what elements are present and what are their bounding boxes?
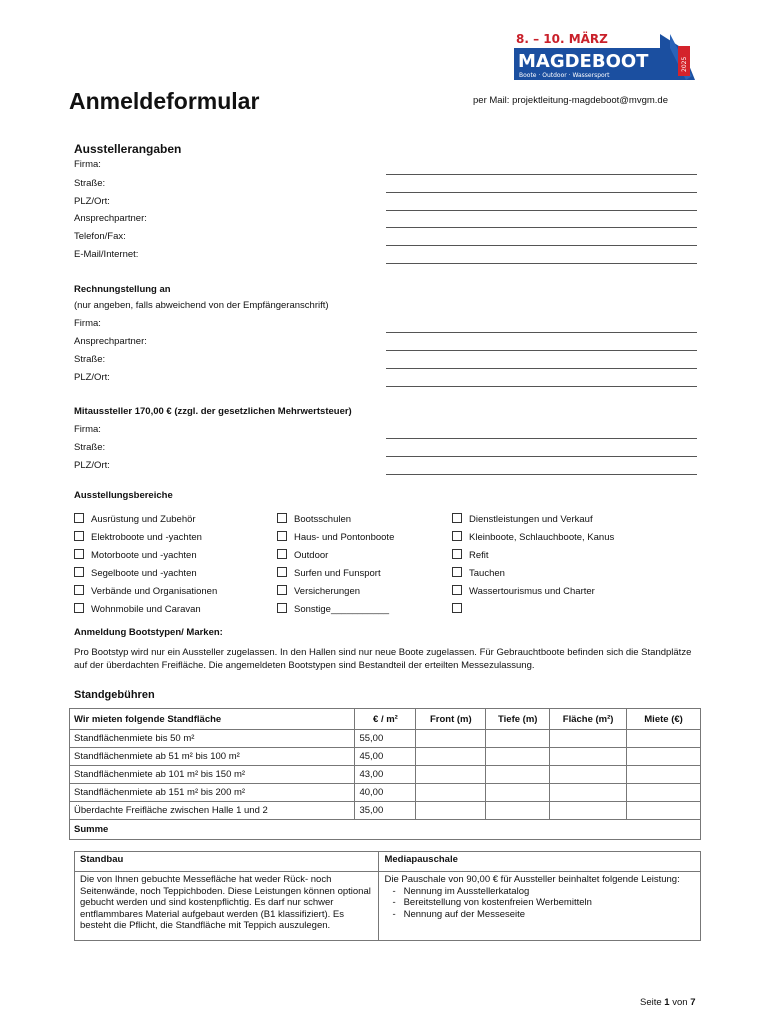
input-line-billing-strasse[interactable] — [386, 368, 697, 369]
sum-label[interactable]: Summe — [70, 820, 701, 840]
co-exhibitor-heading: Mitaussteller 170,00 € (zzgl. der gesetzlichen Mehrwertsteuer) — [74, 406, 352, 417]
rent-cell[interactable] — [627, 766, 701, 784]
input-line-co-firma[interactable] — [386, 438, 697, 439]
row-price: 45,00 — [355, 748, 416, 766]
area-option[interactable] — [452, 531, 614, 543]
page-prefix: Seite — [640, 997, 665, 1008]
field-label: Ansprechpartner: — [74, 213, 147, 224]
column-header: Miete (€) — [627, 709, 701, 730]
area-cell[interactable] — [550, 784, 627, 802]
exhibitor-heading: Ausstellerangaben — [74, 142, 182, 156]
input-line-firma[interactable] — [386, 174, 697, 175]
area-option[interactable] — [452, 513, 593, 525]
checkbox-icon[interactable] — [452, 585, 462, 595]
area-option[interactable] — [277, 567, 381, 579]
rent-cell[interactable] — [627, 784, 701, 802]
field-label: Straße: — [74, 442, 106, 453]
info-boxes — [74, 851, 701, 941]
area-option[interactable] — [74, 531, 202, 543]
field-label: Straße: — [74, 178, 106, 189]
area-option[interactable] — [452, 585, 595, 597]
field-label: Firma: — [74, 318, 101, 329]
field-label: Telefon/Fax: — [74, 231, 126, 242]
input-line-plz-ort[interactable] — [386, 210, 697, 211]
area-label: Segelboote und -yachten — [91, 568, 197, 579]
area-label: Motorboote und -yachten — [91, 550, 197, 561]
area-option[interactable] — [277, 513, 351, 525]
table-row — [70, 730, 701, 748]
table-row — [70, 784, 701, 802]
column-header: € / m² — [355, 709, 416, 730]
rent-cell[interactable] — [627, 748, 701, 766]
page-title: Anmeldeformular — [69, 88, 260, 114]
area-label: Kleinboote, Schlauchboote, Kanus — [469, 532, 615, 543]
area-label: Dienstleistungen und Verkauf — [469, 514, 593, 525]
column-header: Front (m) — [416, 709, 486, 730]
media-heading: Mediapauschale — [379, 852, 701, 872]
depth-cell[interactable] — [486, 766, 550, 784]
checkbox-icon[interactable] — [74, 567, 84, 577]
field-label: Firma: — [74, 424, 101, 435]
front-cell[interactable] — [416, 784, 486, 802]
media-box — [379, 872, 701, 941]
list-item: - Nennung auf der Messeseite — [392, 908, 526, 920]
depth-cell[interactable] — [486, 802, 550, 820]
area-option[interactable] — [74, 567, 197, 579]
checkbox-icon[interactable] — [74, 513, 84, 523]
areas-heading: Ausstellungsbereiche — [74, 490, 173, 501]
row-label: Standflächenmiete ab 51 m² bis 100 m² — [70, 748, 355, 766]
checkbox-icon[interactable] — [74, 549, 84, 559]
area-cell[interactable] — [550, 766, 627, 784]
standbau-heading: Standbau — [75, 852, 379, 872]
logo-tagline: Boote · Outdoor · Wassersport — [519, 72, 610, 79]
list-item: - Bereitstellung von kostenfreien Werbemitteln — [392, 897, 592, 908]
area-option[interactable] — [452, 567, 505, 579]
table-row — [70, 802, 701, 820]
input-line-billing-ansprechpartner[interactable] — [386, 350, 697, 351]
checkbox-icon[interactable] — [277, 513, 287, 523]
checkbox-icon[interactable] — [74, 531, 84, 541]
column-header: Tiefe (m) — [486, 709, 550, 730]
depth-cell[interactable] — [486, 748, 550, 766]
checkbox-icon[interactable] — [74, 585, 84, 595]
media-text: Die Pauschale von 90,00 € für Aussteller beinhaltet folgende Leistung: — [384, 874, 680, 885]
billing-heading: Rechnungstellung an — [74, 284, 171, 295]
front-cell[interactable] — [416, 766, 486, 784]
input-line-telefon[interactable] — [386, 245, 697, 246]
area-option[interactable] — [277, 585, 360, 597]
sum-row — [70, 820, 701, 840]
mail-info: per Mail: projektleitung-magdeboot@mvgm.de — [473, 95, 668, 106]
area-option[interactable] — [74, 603, 201, 615]
field-label: Ansprechpartner: — [74, 336, 147, 347]
area-label: Tauchen — [469, 568, 505, 579]
row-price: 35,00 — [355, 802, 416, 820]
area-label: Versicherungen — [294, 586, 361, 597]
field-label: PLZ/Ort: — [74, 372, 110, 383]
logo-graphic — [510, 28, 695, 90]
area-label: Elektroboote und -yachten — [91, 532, 202, 543]
area-option[interactable] — [452, 603, 469, 615]
area-label: Outdoor — [294, 550, 329, 561]
boat-types-text: Pro Bootstyp wird nur ein Aussteller zugelassen. In den Hallen sind nur neue Boote zugelassen. Für Gebrauchtboote befinden sich die Standplätze auf der überdachten Freifläche. Die angemeldeten Bootstypen sind Bestandteil der erteilten Messezulassung. — [74, 647, 692, 671]
area-option[interactable] — [277, 603, 389, 615]
checkbox-icon[interactable] — [277, 603, 287, 613]
page-total: 7 — [690, 997, 696, 1008]
area-label: Bootsschulen — [294, 514, 352, 525]
input-line-strasse[interactable] — [386, 192, 697, 193]
fees-heading: Standgebühren — [74, 689, 155, 701]
depth-cell[interactable] — [486, 730, 550, 748]
checkbox-icon[interactable] — [74, 603, 84, 613]
checkbox-icon[interactable] — [277, 567, 287, 577]
column-header: Fläche (m²) — [550, 709, 627, 730]
checkbox-icon[interactable] — [277, 531, 287, 541]
rent-cell[interactable] — [627, 730, 701, 748]
area-label: Sonstige___________ — [294, 604, 390, 615]
row-price: 55,00 — [355, 730, 416, 748]
billing-note: (nur angeben, falls abweichend von der Empfängeranschrift) — [74, 300, 329, 311]
checkbox-icon[interactable] — [452, 567, 462, 577]
input-line-billing-firma[interactable] — [386, 332, 697, 333]
row-label: Standflächenmiete bis 50 m² — [70, 730, 355, 748]
front-cell[interactable] — [416, 730, 486, 748]
area-label: Surfen und Funsport — [294, 568, 381, 579]
page-number — [640, 997, 696, 1008]
front-cell[interactable] — [416, 748, 486, 766]
area-label: Haus- und Pontonboote — [294, 532, 395, 543]
area-option[interactable] — [74, 513, 196, 525]
list-item-text: Bereitstellung von kostenfreien Werbemitteln — [403, 897, 592, 908]
row-price: 40,00 — [355, 784, 416, 802]
page-mid: von — [669, 997, 691, 1008]
media-list — [384, 886, 695, 921]
logo-year: 2025 — [681, 56, 688, 72]
front-cell[interactable] — [416, 802, 486, 820]
area-cell[interactable] — [550, 730, 627, 748]
area-option[interactable] — [277, 549, 328, 561]
row-label: Standflächenmiete ab 101 m² bis 150 m² — [70, 766, 355, 784]
checkbox-icon[interactable] — [452, 513, 462, 523]
fees-table — [69, 708, 701, 840]
area-option[interactable] — [452, 549, 489, 561]
list-item: - Nennung im Ausstellerkatalog — [392, 885, 530, 897]
area-label: Ausrüstung und Zubehör — [91, 514, 196, 525]
input-line-co-plz-ort[interactable] — [386, 474, 697, 475]
standbau-text: Die von Ihnen gebuchte Messefläche hat weder Rück- noch Seitenwände, noch Teppichboden. Diese Leistungen können optional gebucht werden und sind kostenpflichtig. Es darf nur schwer entflammbares Material aufgebaut werden (B1 klassifiziert). Es besteht die Pflicht, die Standfläche mit Teppich auszulegen. — [75, 872, 379, 941]
area-label: Wassertourismus und Charter — [469, 586, 595, 597]
rent-cell[interactable] — [627, 802, 701, 820]
checkbox-icon[interactable] — [277, 549, 287, 559]
input-line-ansprechpartner[interactable] — [386, 227, 697, 228]
checkbox-icon[interactable] — [452, 531, 462, 541]
table-row — [70, 748, 701, 766]
input-line-email[interactable] — [386, 263, 697, 264]
input-line-billing-plz-ort[interactable] — [386, 386, 697, 387]
column-header: Wir mieten folgende Standfläche — [70, 709, 355, 730]
field-label: Firma: — [74, 159, 101, 170]
row-label: Überdachte Freifläche zwischen Halle 1 und 2 — [70, 802, 355, 820]
field-label: E-Mail/Internet: — [74, 249, 139, 260]
list-item-text: Nennung im Ausstellerkatalog — [403, 885, 530, 897]
input-line-co-strasse[interactable] — [386, 456, 697, 457]
field-label: Straße: — [74, 354, 106, 365]
checkbox-icon[interactable] — [277, 585, 287, 595]
depth-cell[interactable] — [486, 784, 550, 802]
logo-name: MAGDEBOOT — [518, 51, 649, 72]
checkbox-icon[interactable] — [452, 549, 462, 559]
logo-date: 8. – 10. MÄRZ — [516, 32, 608, 46]
table-row — [70, 766, 701, 784]
area-option[interactable] — [74, 549, 197, 561]
area-label: Verbände und Organisationen — [91, 586, 218, 597]
field-label: PLZ/Ort: — [74, 460, 110, 471]
area-cell[interactable] — [550, 748, 627, 766]
boat-types-heading: Anmeldung Bootstypen/ Marken: — [74, 627, 223, 638]
area-cell[interactable] — [550, 802, 627, 820]
row-label: Standflächenmiete ab 151 m² bis 200 m² — [70, 784, 355, 802]
table-header-row — [70, 709, 701, 730]
list-item-text: Nennung auf der Messeseite — [403, 908, 526, 920]
area-option[interactable] — [74, 585, 217, 597]
field-label: PLZ/Ort: — [74, 196, 110, 207]
area-label: Wohnmobile und Caravan — [91, 604, 201, 615]
area-option[interactable] — [277, 531, 394, 543]
area-label: Refit — [469, 550, 489, 561]
row-price: 43,00 — [355, 766, 416, 784]
page-current: 1 — [664, 997, 670, 1008]
checkbox-icon[interactable] — [452, 603, 462, 613]
magdeboot-logo — [510, 28, 695, 90]
